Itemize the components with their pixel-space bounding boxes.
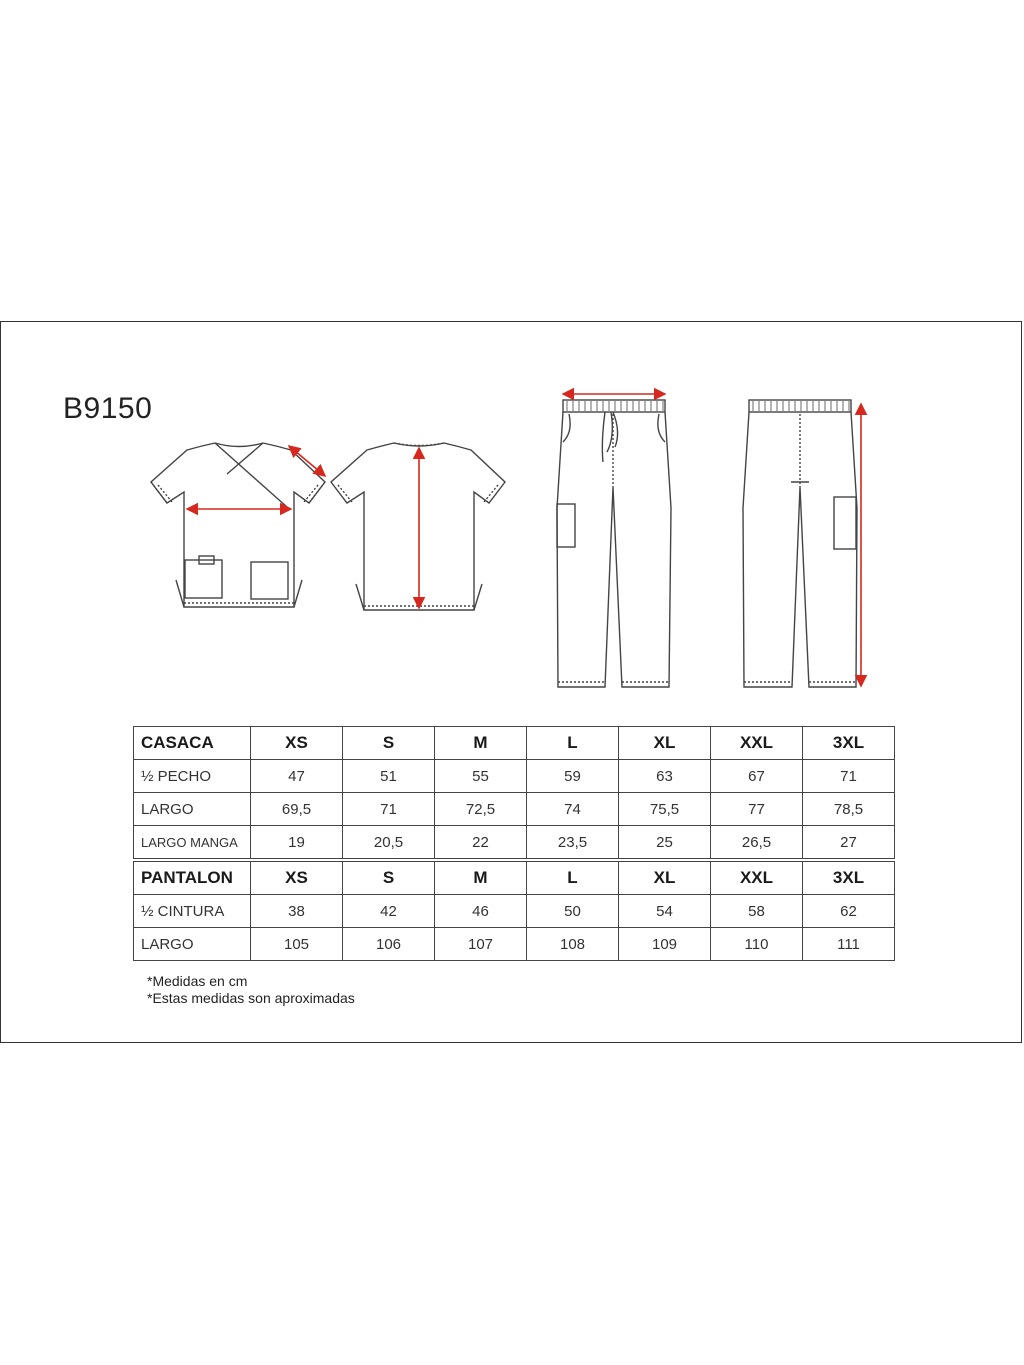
table-cell: 55: [435, 760, 527, 793]
row-label: LARGO MANGA: [134, 826, 251, 859]
model-code: B9150: [63, 392, 153, 425]
pantalon-header-row: [134, 862, 895, 895]
row-label: ½ CINTURA: [134, 895, 251, 928]
size-chart-sheet: [0, 321, 1022, 1043]
scrub-pants-front-drawing: [557, 394, 671, 687]
table-cell: 71: [803, 760, 895, 793]
table-cell: 59: [527, 760, 619, 793]
table-cell: 19: [251, 826, 343, 859]
size-header: XL: [619, 727, 711, 760]
table-cell: 74: [527, 793, 619, 826]
table-cell: 105: [251, 928, 343, 961]
size-header: L: [527, 862, 619, 895]
table-cell: 46: [435, 895, 527, 928]
row-label: LARGO: [134, 928, 251, 961]
table-row: [134, 760, 895, 793]
row-label: ½ PECHO: [134, 760, 251, 793]
size-header: XS: [251, 862, 343, 895]
table-cell: 78,5: [803, 793, 895, 826]
size-header: 3XL: [803, 727, 895, 760]
table-cell: 42: [343, 895, 435, 928]
casaca-header-row: [134, 727, 895, 760]
size-header: S: [343, 862, 435, 895]
sleeve-length-arrow: [289, 446, 325, 476]
row-label: LARGO: [134, 793, 251, 826]
table-cell: 75,5: [619, 793, 711, 826]
table-cell: 27: [803, 826, 895, 859]
table-cell: 69,5: [251, 793, 343, 826]
table-cell: 72,5: [435, 793, 527, 826]
table-cell: 22: [435, 826, 527, 859]
size-header: 3XL: [803, 862, 895, 895]
table-cell: 67: [711, 760, 803, 793]
size-header: XL: [619, 862, 711, 895]
size-header: XXL: [711, 727, 803, 760]
table-cell: 25: [619, 826, 711, 859]
footnotes: [147, 973, 355, 1007]
pantalon-header: PANTALON: [134, 862, 251, 895]
size-table: [133, 726, 895, 961]
scrub-pants-back-drawing: [743, 400, 861, 687]
table-cell: 63: [619, 760, 711, 793]
garment-illustrations: [1, 322, 1023, 722]
table-cell: 106: [343, 928, 435, 961]
table-row: [134, 928, 895, 961]
table-cell: 50: [527, 895, 619, 928]
casaca-header: CASACA: [134, 727, 251, 760]
table-cell: 47: [251, 760, 343, 793]
table-cell: 77: [711, 793, 803, 826]
footnote-approx: *Estas medidas son aproximadas: [147, 990, 355, 1006]
table-row: [134, 895, 895, 928]
size-header: M: [435, 727, 527, 760]
table-cell: 51: [343, 760, 435, 793]
scrub-top-front-drawing: [151, 443, 325, 607]
table-cell: 20,5: [343, 826, 435, 859]
table-cell: 111: [803, 928, 895, 961]
table-cell: 71: [343, 793, 435, 826]
size-header: XS: [251, 727, 343, 760]
table-cell: 62: [803, 895, 895, 928]
size-header: M: [435, 862, 527, 895]
table-cell: 107: [435, 928, 527, 961]
scrub-top-back-drawing: [331, 443, 505, 610]
size-header: L: [527, 727, 619, 760]
table-row: [134, 793, 895, 826]
table-cell: 23,5: [527, 826, 619, 859]
table-cell: 58: [711, 895, 803, 928]
size-header: S: [343, 727, 435, 760]
table-cell: 38: [251, 895, 343, 928]
size-header: XXL: [711, 862, 803, 895]
footnote-units: *Medidas en cm: [147, 973, 248, 989]
table-cell: 109: [619, 928, 711, 961]
table-cell: 110: [711, 928, 803, 961]
table-cell: 54: [619, 895, 711, 928]
table-cell: 108: [527, 928, 619, 961]
table-row: [134, 826, 895, 859]
table-cell: 26,5: [711, 826, 803, 859]
